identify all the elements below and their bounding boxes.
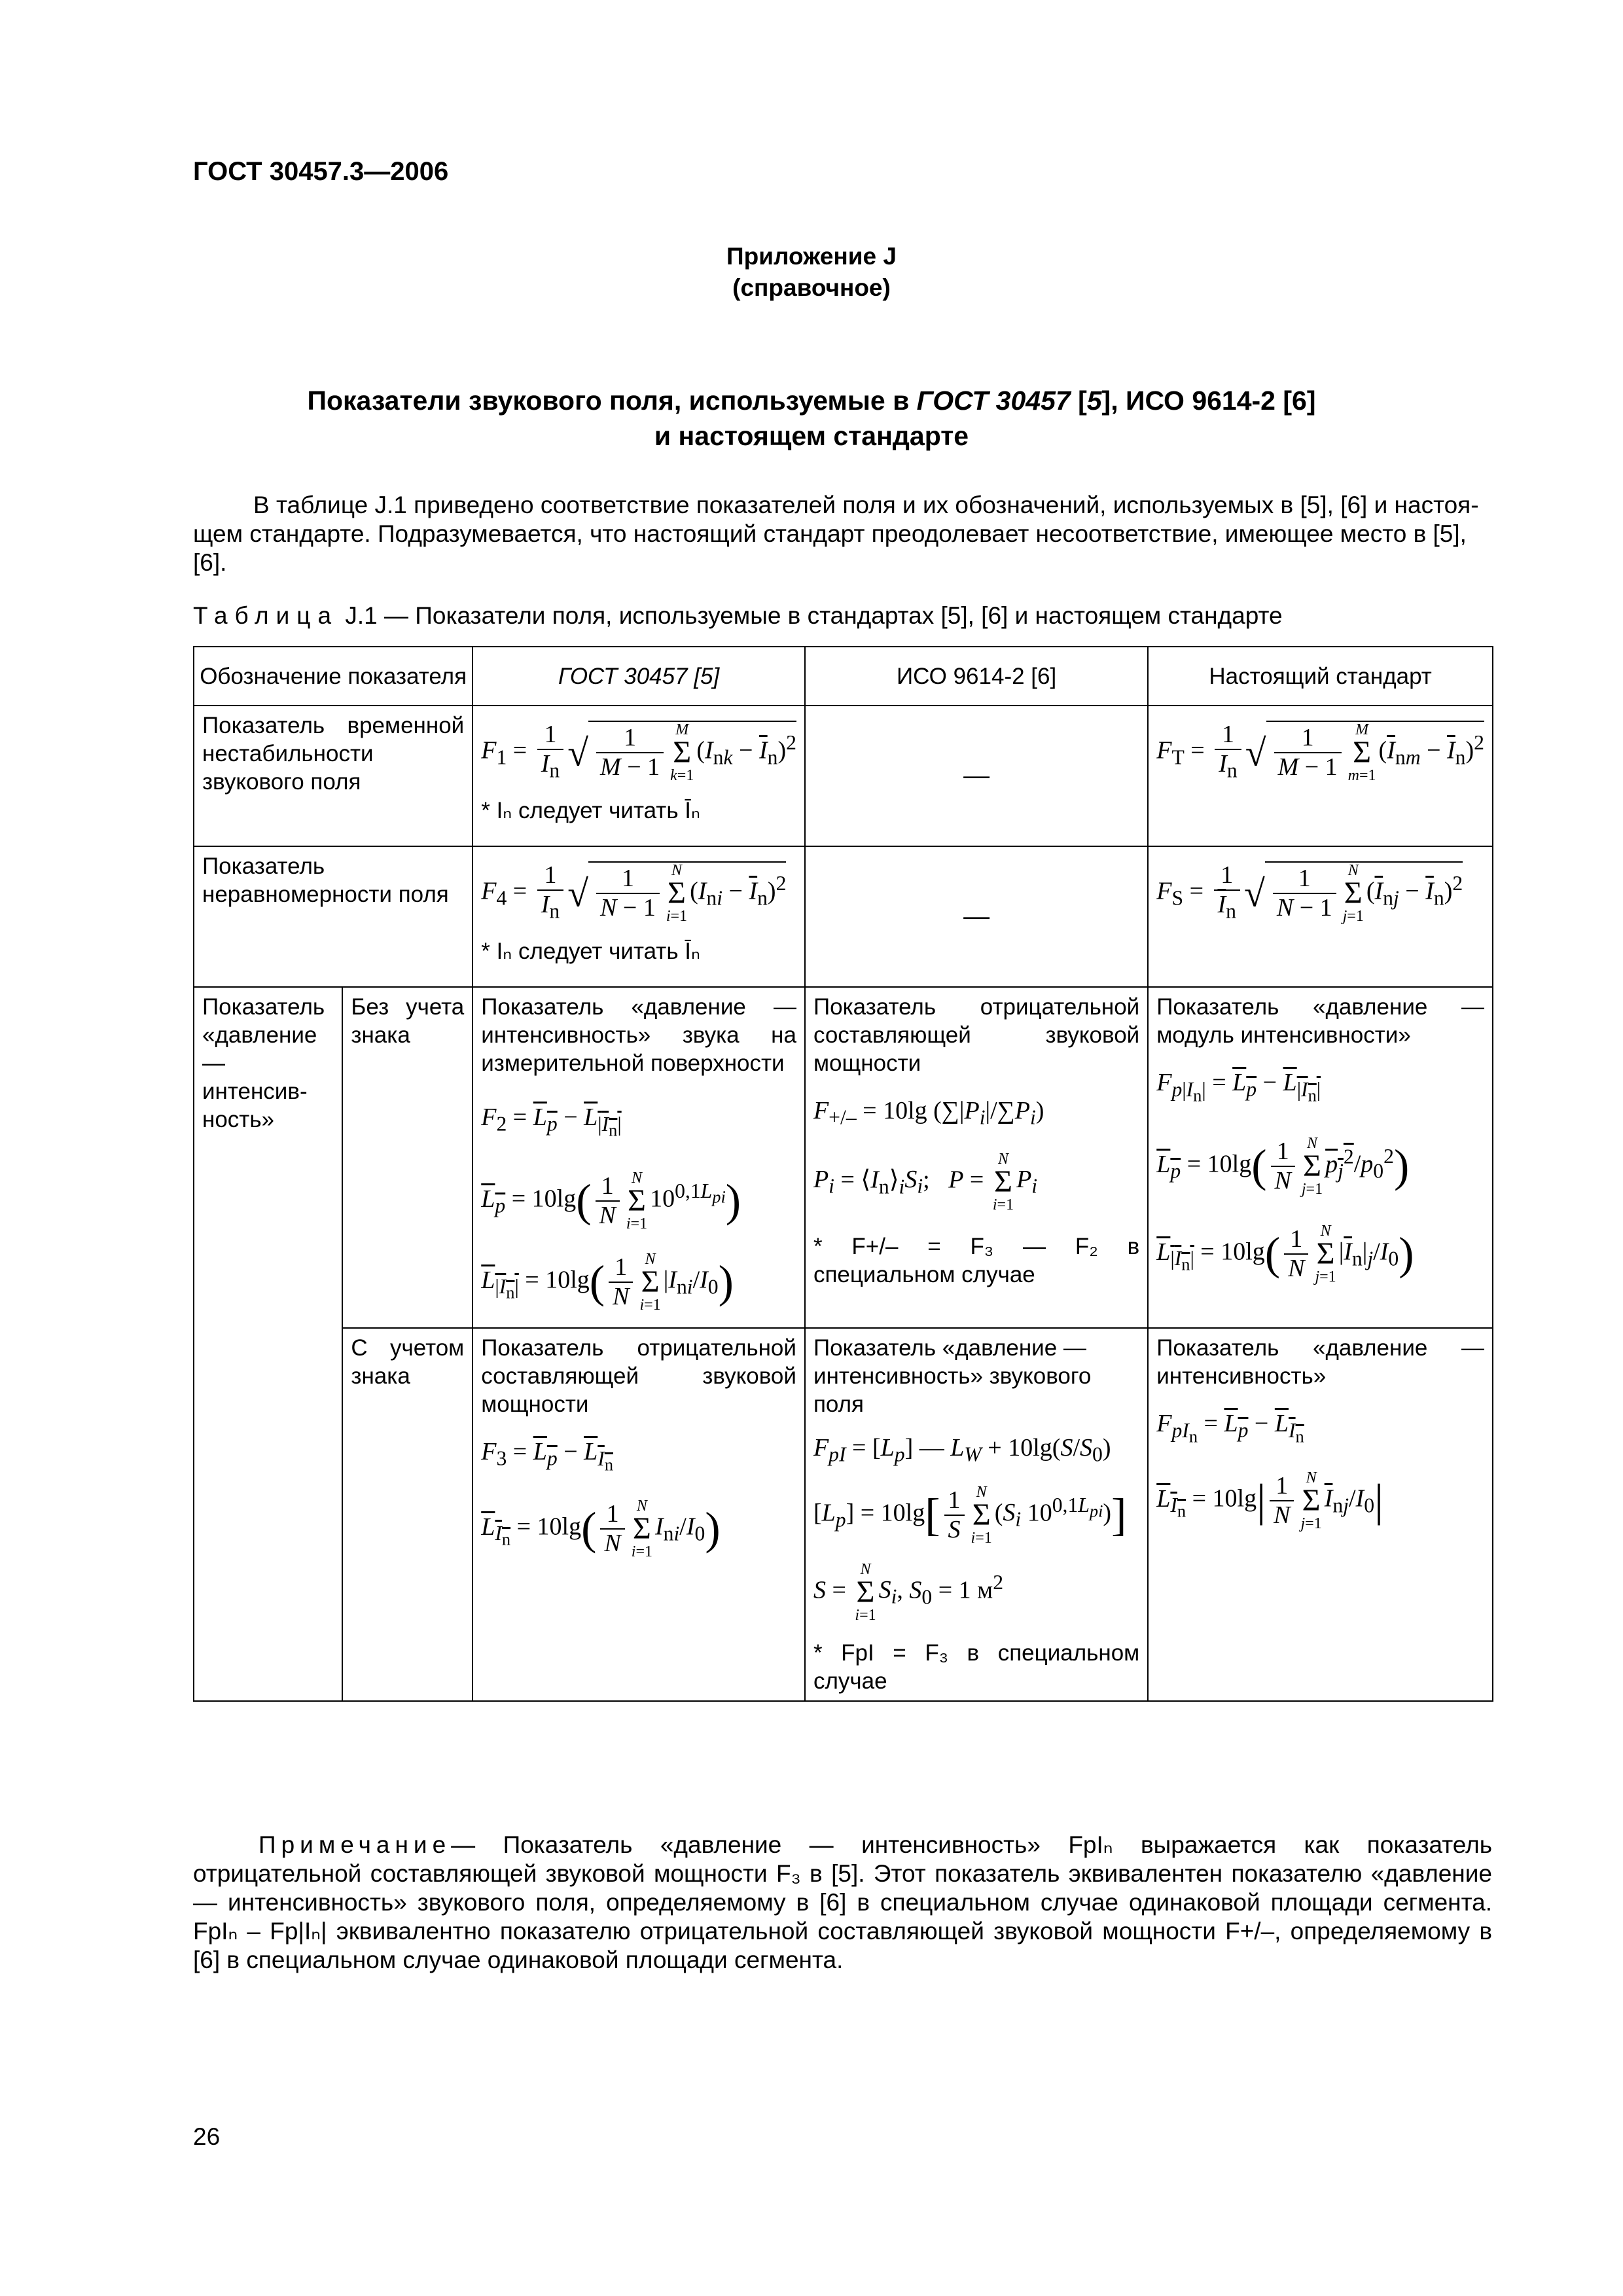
table-row <box>194 706 1493 846</box>
table-caption <box>193 602 1283 630</box>
row-name: Показатель временной нестабильности звукового поля <box>194 706 473 846</box>
fraction: $\frac{1}{I_n}$ <box>537 721 563 785</box>
formula: S = N Σ $i=1S_i$, $S_0 = 1$ $м^2$ <box>813 1560 1004 1624</box>
iso-cell <box>805 987 1148 1328</box>
cell-text: Показатель «давление — интенсивность» звукового поля <box>813 1335 1092 1417</box>
intro-line: В таблице J.1 приведено соответствие показателей поля и их обозначений, используемых в [5], [6] и настоя- <box>253 492 1479 518</box>
standard-cell <box>1148 706 1493 846</box>
cell-note: * FpI = F₃ в специальном случае <box>813 1640 1140 1694</box>
title-part-italic: 5 <box>1086 386 1102 416</box>
appendix-title: Приложение J <box>726 243 897 270</box>
page-number: 26 <box>193 2123 221 2150</box>
cell-text: Показатель «давление — интенсивность» <box>1156 1335 1484 1389</box>
table-header-row <box>194 647 1493 706</box>
formula: $F_T$ = $\frac{1}{I_n}$ √ $\frac{1}{M - 1}$ M Σ $m=1(\overline{I}_{nm} - \overline{I}_n)^2$ <box>1156 721 1484 784</box>
row-name: Показатель «давление— интенсив-ность» <box>194 987 342 1701</box>
formula: $[L_p] = 10\lg$[ $\frac{1}{S}$ N Σ $i=1(S_i$ $10^{0,1L_{pi}}$)] <box>813 1483 1127 1547</box>
formula: $F_{pI_n} = L_p - L_{I_n}$ <box>1156 1409 1304 1446</box>
cell-text: Показатель «давление — интенсивность» звука на измерительной поверхности <box>481 994 796 1076</box>
standard-cell <box>1148 1328 1493 1701</box>
formula: $L_{I_n} = 10\lg$( $\frac{1}{N}$ N Σ $i=1I_{ni}/I_0$) <box>481 1497 721 1560</box>
title-part: [ <box>1070 386 1087 416</box>
iso-cell-empty: — <box>805 706 1148 846</box>
cell-text: Показатель отрицательной составляющей звуковой мощности <box>813 994 1140 1076</box>
gost-cell <box>473 1328 805 1701</box>
formula: $L_{|I_n|} = 10\lg$( $\frac{1}{N}$ N Σ $i=1|I_{ni}/I_0$) <box>481 1250 734 1314</box>
sub-row-name: Без учета знака <box>342 987 473 1328</box>
formula: $F_S$ = $\frac{1}{\overline{I}_n}$ √ $\frac{1}{N - 1}$ N Σ $j=1(\overline{I}_{nj} - \overline{I}_n)^2$ <box>1156 861 1463 925</box>
intro-line: щем стандарте. Подразумевается, что настоящий стандарт преодолевает несоответствие, имеющее место в [5], <box>193 520 1467 547</box>
formula: $F_2 = L_p - L_{|I_n|}$ <box>481 1103 622 1139</box>
header-iso: ИСО 9614-2 [6] <box>805 647 1148 706</box>
gost-cell <box>473 706 805 846</box>
header-designation: Обозначение показателя <box>194 647 473 706</box>
iso-cell <box>805 1328 1148 1701</box>
section-title <box>0 383 1623 418</box>
intro-paragraph <box>193 491 1492 577</box>
formula: $F_3 = L_p - L_{I_n}$ <box>481 1437 613 1474</box>
formula: $F_{p|I_n|} = L_p - L_{|I_n|}$ <box>1156 1069 1321 1105</box>
formula: $L_p = 10\lg$( $\frac{1}{N}$ N Σ $j=1p_j^2/p_0^2$) <box>1156 1134 1410 1198</box>
formula-note: * Iₙ следует читать Īₙ <box>481 938 700 964</box>
title-part: ], ИСО 9614-2 [6] <box>1101 386 1316 416</box>
formula-note: * Iₙ следует читать Īₙ <box>481 797 700 823</box>
table-row <box>194 846 1493 987</box>
formula: $F_{+/-} = 10\lg$ $(\sum|P_i|/\sum P_i)$ <box>813 1097 1044 1129</box>
indicators-table <box>193 646 1493 1702</box>
table-row <box>194 987 1493 1328</box>
gost-cell <box>473 846 805 987</box>
caption-label: Таблица <box>193 602 339 629</box>
table-row <box>194 1328 1493 1701</box>
note-label: Примечание <box>259 1831 452 1858</box>
intro-line: [6]. <box>193 549 227 576</box>
standard-cell <box>1148 846 1493 987</box>
document-header: ГОСТ 30457.3—2006 <box>193 157 449 186</box>
header-gost: ГОСТ 30457 [5] <box>473 647 805 706</box>
formula: $F_1$ = $\frac{1}{I_n}$ √ $\frac{1}{M - 1}$ M Σ $k=1(I_{nk} - \overline{I}_n)^2$ <box>481 721 796 784</box>
note-text: — Показатель «давление — интенсивность» FpIₙ выражается как показатель отрицательной составляющей звуковой мощности F₃ в [5]. Этот показатель эквивалентен показателю «давление — интенсивность» звукового поля, определяемому в [6] в специальном случае одинаковой площади сегмента. FpIₙ – Fp|Iₙ| эквивалентно показателю отрицательной составляющей звуковой мощности F+/–, определяемому в [6] в специальном случае одинаковой площади сегмента. <box>193 1831 1492 1973</box>
caption-text: J.1 — Показатели поля, используемые в стандартах [5], [6] и настоящем стандарте <box>338 602 1283 629</box>
formula: $L_{I_n} = 10\lg|$ $\frac{1}{N}$ N Σ $j=1\overline{I}_{nj}/I_0|$ <box>1156 1469 1384 1532</box>
formula: $L_p = 10\lg$( $\frac{1}{N}$ N Σ $i=110^{0,1L_{pi}}$) <box>481 1169 741 1232</box>
formula: $L_{|I_n|} = 10\lg$( $\frac{1}{N}$ N Σ $j=1|\overline{I}_n|_j/I_0$) <box>1156 1222 1414 1285</box>
iso-cell-empty: — <box>805 846 1148 987</box>
formula: $F_{pI} = [L_p]$ — $L_W + 10\lg(S/S_0)$ <box>813 1433 1111 1466</box>
cell-note: * F+/– = F₃ — F₂ в специальном случае <box>813 1233 1140 1287</box>
cell-text: Показатель отрицательной составляющей звуковой мощности <box>481 1335 796 1417</box>
standard-cell <box>1148 987 1493 1328</box>
title-part-italic: ГОСТ 30457 <box>916 386 1071 416</box>
cell-text: Показатель «давление — модуль интенсивности» <box>1156 994 1484 1048</box>
section-title-line2: и настоящем стандарте <box>654 421 969 451</box>
formula: $F_4$ = $\frac{1}{I_n}$ √ $\frac{1}{N - 1}$ N Σ $i=1(I_{ni} - \overline{I}_n)^2$ <box>481 861 787 925</box>
table-note <box>193 1831 1492 1975</box>
header-standard: Настоящий стандарт <box>1148 647 1493 706</box>
formula: $P_i$ = $⟨I_n⟩_iS_i$; P = N Σ $i=1P_i$ <box>813 1150 1038 1213</box>
gost-cell <box>473 987 805 1328</box>
title-part: Показатели звукового поля, используемые в <box>307 386 917 416</box>
appendix-status: (справочное) <box>732 274 891 301</box>
row-name: Показатель неравномерности поля <box>194 846 473 987</box>
sub-row-name: С учетом знака <box>342 1328 473 1701</box>
